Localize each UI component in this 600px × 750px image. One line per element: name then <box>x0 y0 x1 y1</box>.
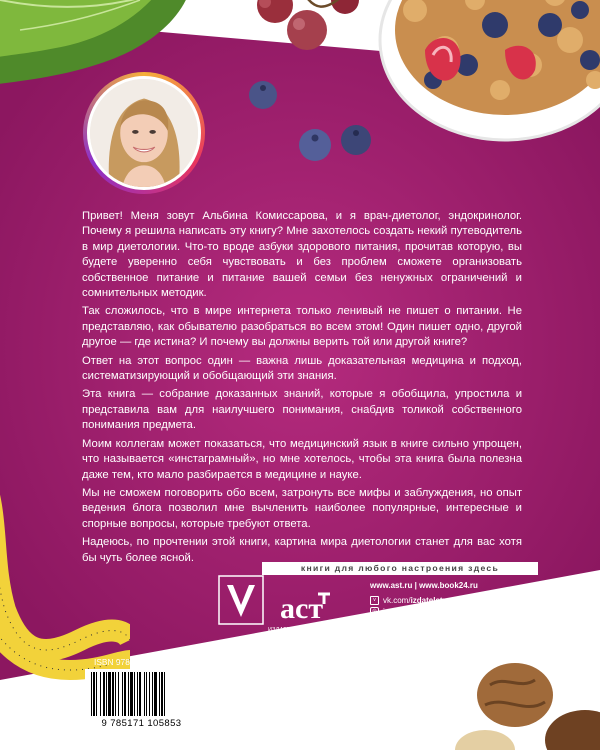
social-link-facebook[interactable] <box>370 618 491 630</box>
social-link-instagram[interactable] <box>370 606 491 618</box>
grapes-image <box>245 0 365 65</box>
social-handle: izdatelstvoast <box>403 630 456 639</box>
ok-icon: o <box>370 630 379 639</box>
blueberry-image <box>248 80 278 110</box>
social-handle: izdatelstvoast <box>437 607 491 616</box>
website-links[interactable]: www.ast.ru | www.book24.ru <box>370 581 478 590</box>
social-prefix: instagram.com/ <box>383 607 438 616</box>
publisher-links <box>370 580 491 641</box>
facebook-icon: f <box>370 619 379 628</box>
instagram-icon: ◎ <box>370 607 379 616</box>
description-paragraph: Мы не сможем поговорить обо всем, затронуть все мифы и заблуждения, но опыт ведения блога позволил мне вычленить наиболее популярные, интересные и спорные вопросы, которые требуют ответа. <box>82 486 522 530</box>
description-paragraph: Моим коллегам может показаться, что медицинский язык в книге сильно упрощен, что называется «инстаграмный», но мне хотелось, чтобы эта книга была полезна даже тем, кто мало разбирается в медицине и науке. <box>82 437 522 481</box>
description-paragraph: Ответ на этот вопрос один — важна лишь доказательная медицина и подход, систематизирующий и обобщающий эти знания. <box>82 354 522 383</box>
description-paragraph: Привет! Меня зовут Альбина Комиссарова, и я врач-диетолог, эндокринолог. Почему я решила написать эту книгу? Мне захотелось создать некий путеводитель в мир диетологии. Что-то вроде азбуки здорового питания, прочитав которую, вы будете уверенно себя чувствовать и без проблем сможете организовать собственное питание и питание вашей семьи без ненужных ограничений и сомнительных методик. <box>82 210 522 300</box>
barcode-bars-icon <box>85 669 198 719</box>
imprint-v-logo <box>218 575 264 625</box>
publisher-caption: ИЗДАТЕЛЬСКАЯ ГРУППА АСТ <box>268 627 352 633</box>
description-paragraph: Надеюсь, по прочтении этой книги, картина мира диетологии станет для вас хотя бы чуть более ясной. <box>82 536 522 564</box>
blueberry-image <box>298 128 332 162</box>
social-link-ok[interactable] <box>370 629 491 641</box>
book-description <box>82 209 522 569</box>
ast-mark-icon <box>276 588 336 628</box>
social-handle: izdatelstvoast <box>410 595 464 605</box>
social-prefix: ok.ru/ <box>383 630 404 639</box>
social-link-vk[interactable] <box>370 595 491 607</box>
description-paragraph: Так сложилось, что в мире интернета только ленивый не пишет о питании. Не представляю, как обывателю разобраться во всем этом! Один пишет одно, другой другое — где истина? И почему вы должны верить той или другой книге? <box>82 305 522 349</box>
blueberry-image <box>340 124 372 156</box>
barcode-digits: 9 785171 105853 <box>101 718 182 729</box>
author-avatar <box>83 72 205 194</box>
ast-publisher-logo <box>276 588 336 628</box>
vk-icon: v <box>370 596 379 605</box>
svg-text:аст: аст <box>280 592 324 625</box>
walnuts-image <box>445 640 600 750</box>
social-prefix: vk.com/ <box>383 595 411 605</box>
granola-bowl-image <box>355 0 600 145</box>
social-prefix: facebook.com/ <box>383 618 436 628</box>
tagline-strip: книги для любого настроения здесь <box>262 562 538 575</box>
description-paragraph: Эта книга — собрание доказанных знаний, которые я обобщила, упростила и представила вам для наилучшего понимания, снабдив толикой собственного понимания предмета. <box>82 388 522 432</box>
author-portrait-image <box>90 79 198 187</box>
isbn-label: ISBN 978-5-17-110585-3 <box>94 657 187 667</box>
social-handle: izdatelstvoast <box>435 618 488 628</box>
